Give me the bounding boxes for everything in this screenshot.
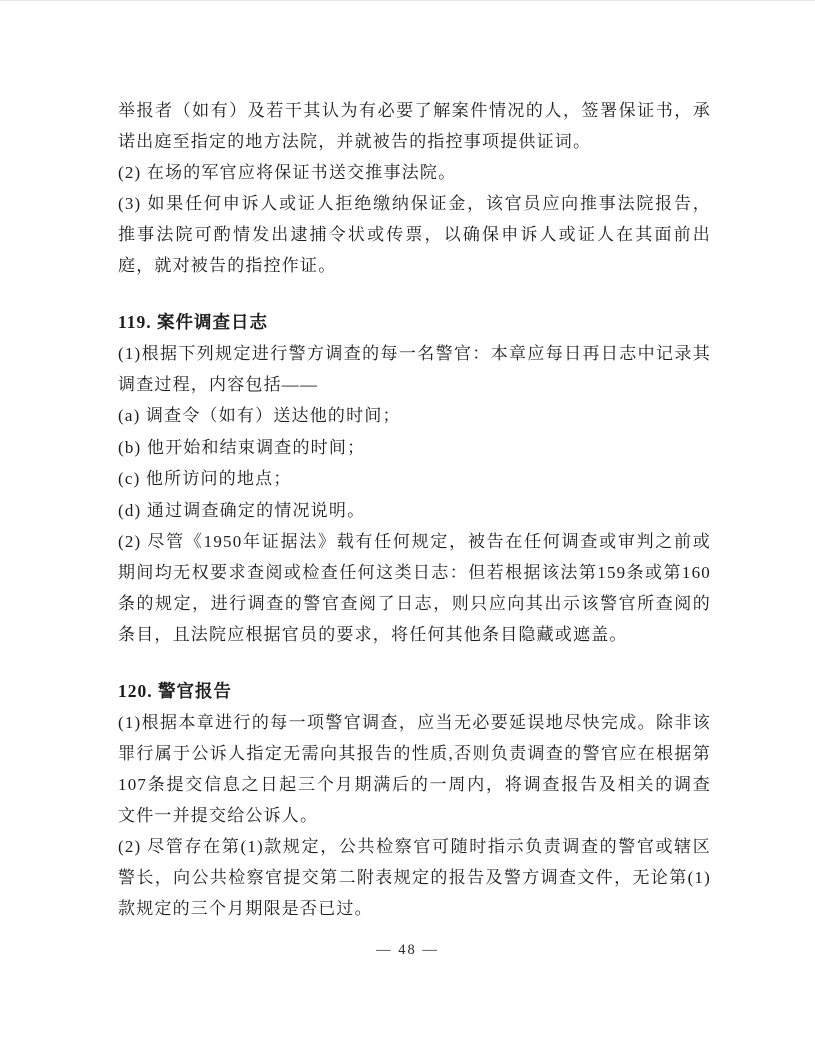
- section-119-item-b: (b) 他开始和结束调查的时间；: [118, 437, 366, 457]
- section-119-item-d: (d) 通过调查确定的情况说明。: [118, 500, 366, 520]
- section-119-paragraph-1: (1)根据下列规定进行警方调查的每一名警官：本章应每日再日志中记录其调查过程，内容包括——: [118, 344, 711, 394]
- paragraph-continuation: 举报者（如有）及若干其认为有必要了解案件情况的人，签署保证书，承诺出庭至指定的地方法院，并就被告的指控事项提供证词。: [118, 101, 711, 151]
- section-119-item-a: (a) 调查令（如有）送达他的时间；: [118, 406, 401, 425]
- section-119-heading: 119. 案件调查日志: [118, 312, 269, 332]
- section-119-paragraph-2: (2) 尽管《1950年证据法》载有任何规定，被告在任何调查或审判之前或期间均无权要求查阅或检查任何这类日志：但若根据该法第159条或第160条的规定，进行调查的警官查阅了日志，则只应向其出示该警官所查阅的条目，且法院应根据官员的要求，将任何其他条目隐藏或遮盖。: [118, 532, 711, 644]
- paragraph-clause-2: (2) 在场的军官应将保证书送交推事法院。: [118, 163, 457, 182]
- section-119-item-c: (c) 他所访问的地点；: [118, 469, 292, 488]
- page-number: — 48 —: [376, 942, 439, 958]
- section-120-heading: 120. 警官报告: [118, 681, 232, 701]
- section-120-paragraph-2: (2) 尽管存在第(1)款规定，公共检察官可随时指示负责调查的警官或辖区警长，向公共检察官提交第二附表规定的报告及警方调查文件，无论第(1)款规定的三个月期限是否已过。: [118, 837, 711, 918]
- section-120-paragraph-1: (1)根据本章进行的每一项警官调查，应当无必要延误地尽快完成。除非该罪行属于公诉人指定无需向其报告的性质,否则负责调查的警官应在根据第107条提交信息之日起三个月期满后的一周内，将调查报告及相关的调查文件一并提交给公诉人。: [118, 713, 711, 825]
- paragraph-clause-3: (3) 如果任何申诉人或证人拒绝缴纳保证金，该官员应向推事法院报告，推事法院可酌情发出逮捕令状或传票，以确保申诉人或证人在其面前出庭，就对被告的指控作证。: [118, 194, 711, 275]
- document-content: [118, 95, 711, 924]
- page-footer: [0, 941, 815, 959]
